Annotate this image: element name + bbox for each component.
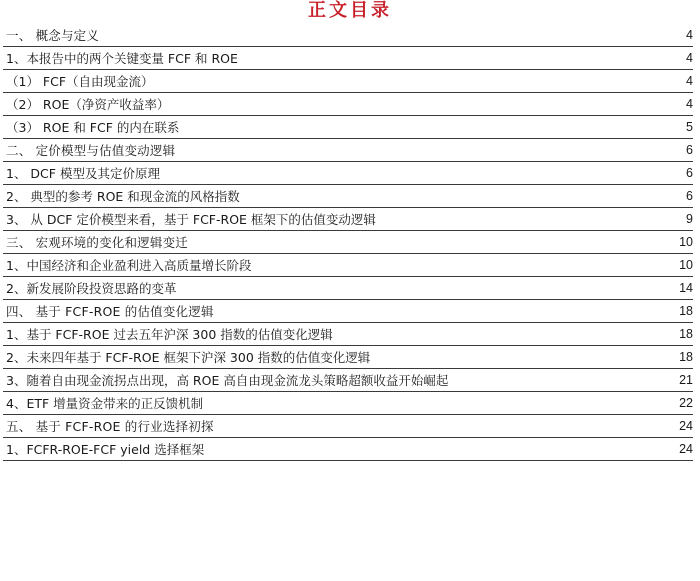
- toc-entry-label: （3） ROE 和 FCF 的内在联系: [6, 120, 180, 135]
- toc-entry-page: 5: [686, 120, 693, 134]
- toc-entry[interactable]: [3, 300, 693, 323]
- toc-entry-page: 21: [679, 373, 693, 387]
- toc-entry[interactable]: [3, 47, 693, 70]
- toc-entry-label: 2、新发展阶段投资思路的变革: [6, 281, 177, 296]
- toc-entry-page: 18: [679, 350, 693, 364]
- toc-entry[interactable]: [3, 415, 693, 438]
- toc-entry-label: 三、 宏观环境的变化和逻辑变迁: [6, 235, 188, 250]
- toc-entry-label: 4、ETF 增量资金带来的正反馈机制: [6, 396, 204, 411]
- toc-entry-page: 24: [679, 442, 693, 456]
- toc-entry-label: 一、 概念与定义: [6, 28, 100, 43]
- toc-entry[interactable]: [3, 139, 693, 162]
- toc-entry-label: 3、随着自由现金流拐点出现，高 ROE 高自由现金流龙头策略超额收益开始崛起: [6, 373, 449, 388]
- toc-entry-page: 18: [679, 304, 693, 318]
- toc-entry[interactable]: [3, 93, 693, 116]
- toc-entry-page: 4: [686, 28, 693, 42]
- toc-entry-page: 24: [679, 419, 693, 433]
- toc-entry[interactable]: [3, 254, 693, 277]
- toc-entry-label: 1、本报告中的两个关键变量 FCF 和 ROE: [6, 51, 238, 66]
- toc-entry-label: 2、 典型的参考 ROE 和现金流的风格指数: [6, 189, 240, 204]
- toc-entry[interactable]: [3, 70, 693, 93]
- toc-entry-page: 6: [686, 189, 693, 203]
- toc-entry-label: 1、FCFR-ROE-FCF yield 选择框架: [6, 442, 205, 457]
- toc-entry[interactable]: [3, 231, 693, 254]
- toc-entry-label: 二、 定价模型与估值变动逻辑: [6, 143, 176, 158]
- toc-entry[interactable]: [3, 346, 693, 369]
- toc-entry-label: （2） ROE（净资产收益率）: [6, 97, 170, 112]
- toc-entry-page: 18: [679, 327, 693, 341]
- toc-entry-label: 1、基于 FCF-ROE 过去五年沪深 300 指数的估值变化逻辑: [6, 327, 333, 342]
- toc-entry-page: 4: [686, 51, 693, 65]
- toc-entry[interactable]: [3, 162, 693, 185]
- toc-entry-label: 1、 DCF 模型及其定价原理: [6, 166, 160, 181]
- toc-entry-label: 3、 从 DCF 定价模型来看，基于 FCF-ROE 框架下的估值变动逻辑: [6, 212, 376, 227]
- toc-entry-page: 6: [686, 166, 693, 180]
- toc-entry-page: 10: [679, 258, 693, 272]
- toc-entry-page: 4: [686, 97, 693, 111]
- toc-list: [0, 24, 700, 461]
- toc-entry-label: 1、中国经济和企业盈利进入高质量增长阶段: [6, 258, 252, 273]
- toc-title: 正文目录: [308, 0, 392, 21]
- toc-entry-page: 4: [686, 74, 693, 88]
- toc-entry-page: 10: [679, 235, 693, 249]
- toc-entry[interactable]: [3, 277, 693, 300]
- toc-entry-page: 6: [686, 143, 693, 157]
- toc-entry-page: 9: [686, 212, 693, 226]
- toc-entry[interactable]: [3, 323, 693, 346]
- toc-entry[interactable]: [3, 369, 693, 392]
- toc-entry[interactable]: [3, 392, 693, 415]
- toc-entry-page: 14: [679, 281, 693, 295]
- toc-entry[interactable]: [3, 208, 693, 231]
- toc-entry[interactable]: [3, 116, 693, 139]
- toc-entry-label: （1） FCF（自由现金流）: [6, 74, 154, 89]
- toc-entry-label: 五、 基于 FCF-ROE 的行业选择初探: [6, 419, 214, 434]
- toc-entry[interactable]: [3, 24, 693, 47]
- toc-entry-label: 2、未来四年基于 FCF-ROE 框架下沪深 300 指数的估值变化逻辑: [6, 350, 371, 365]
- toc-entry-label: 四、 基于 FCF-ROE 的估值变化逻辑: [6, 304, 214, 319]
- toc-entry[interactable]: [3, 438, 693, 461]
- toc-entry[interactable]: [3, 185, 693, 208]
- toc-entry-page: 22: [679, 396, 693, 410]
